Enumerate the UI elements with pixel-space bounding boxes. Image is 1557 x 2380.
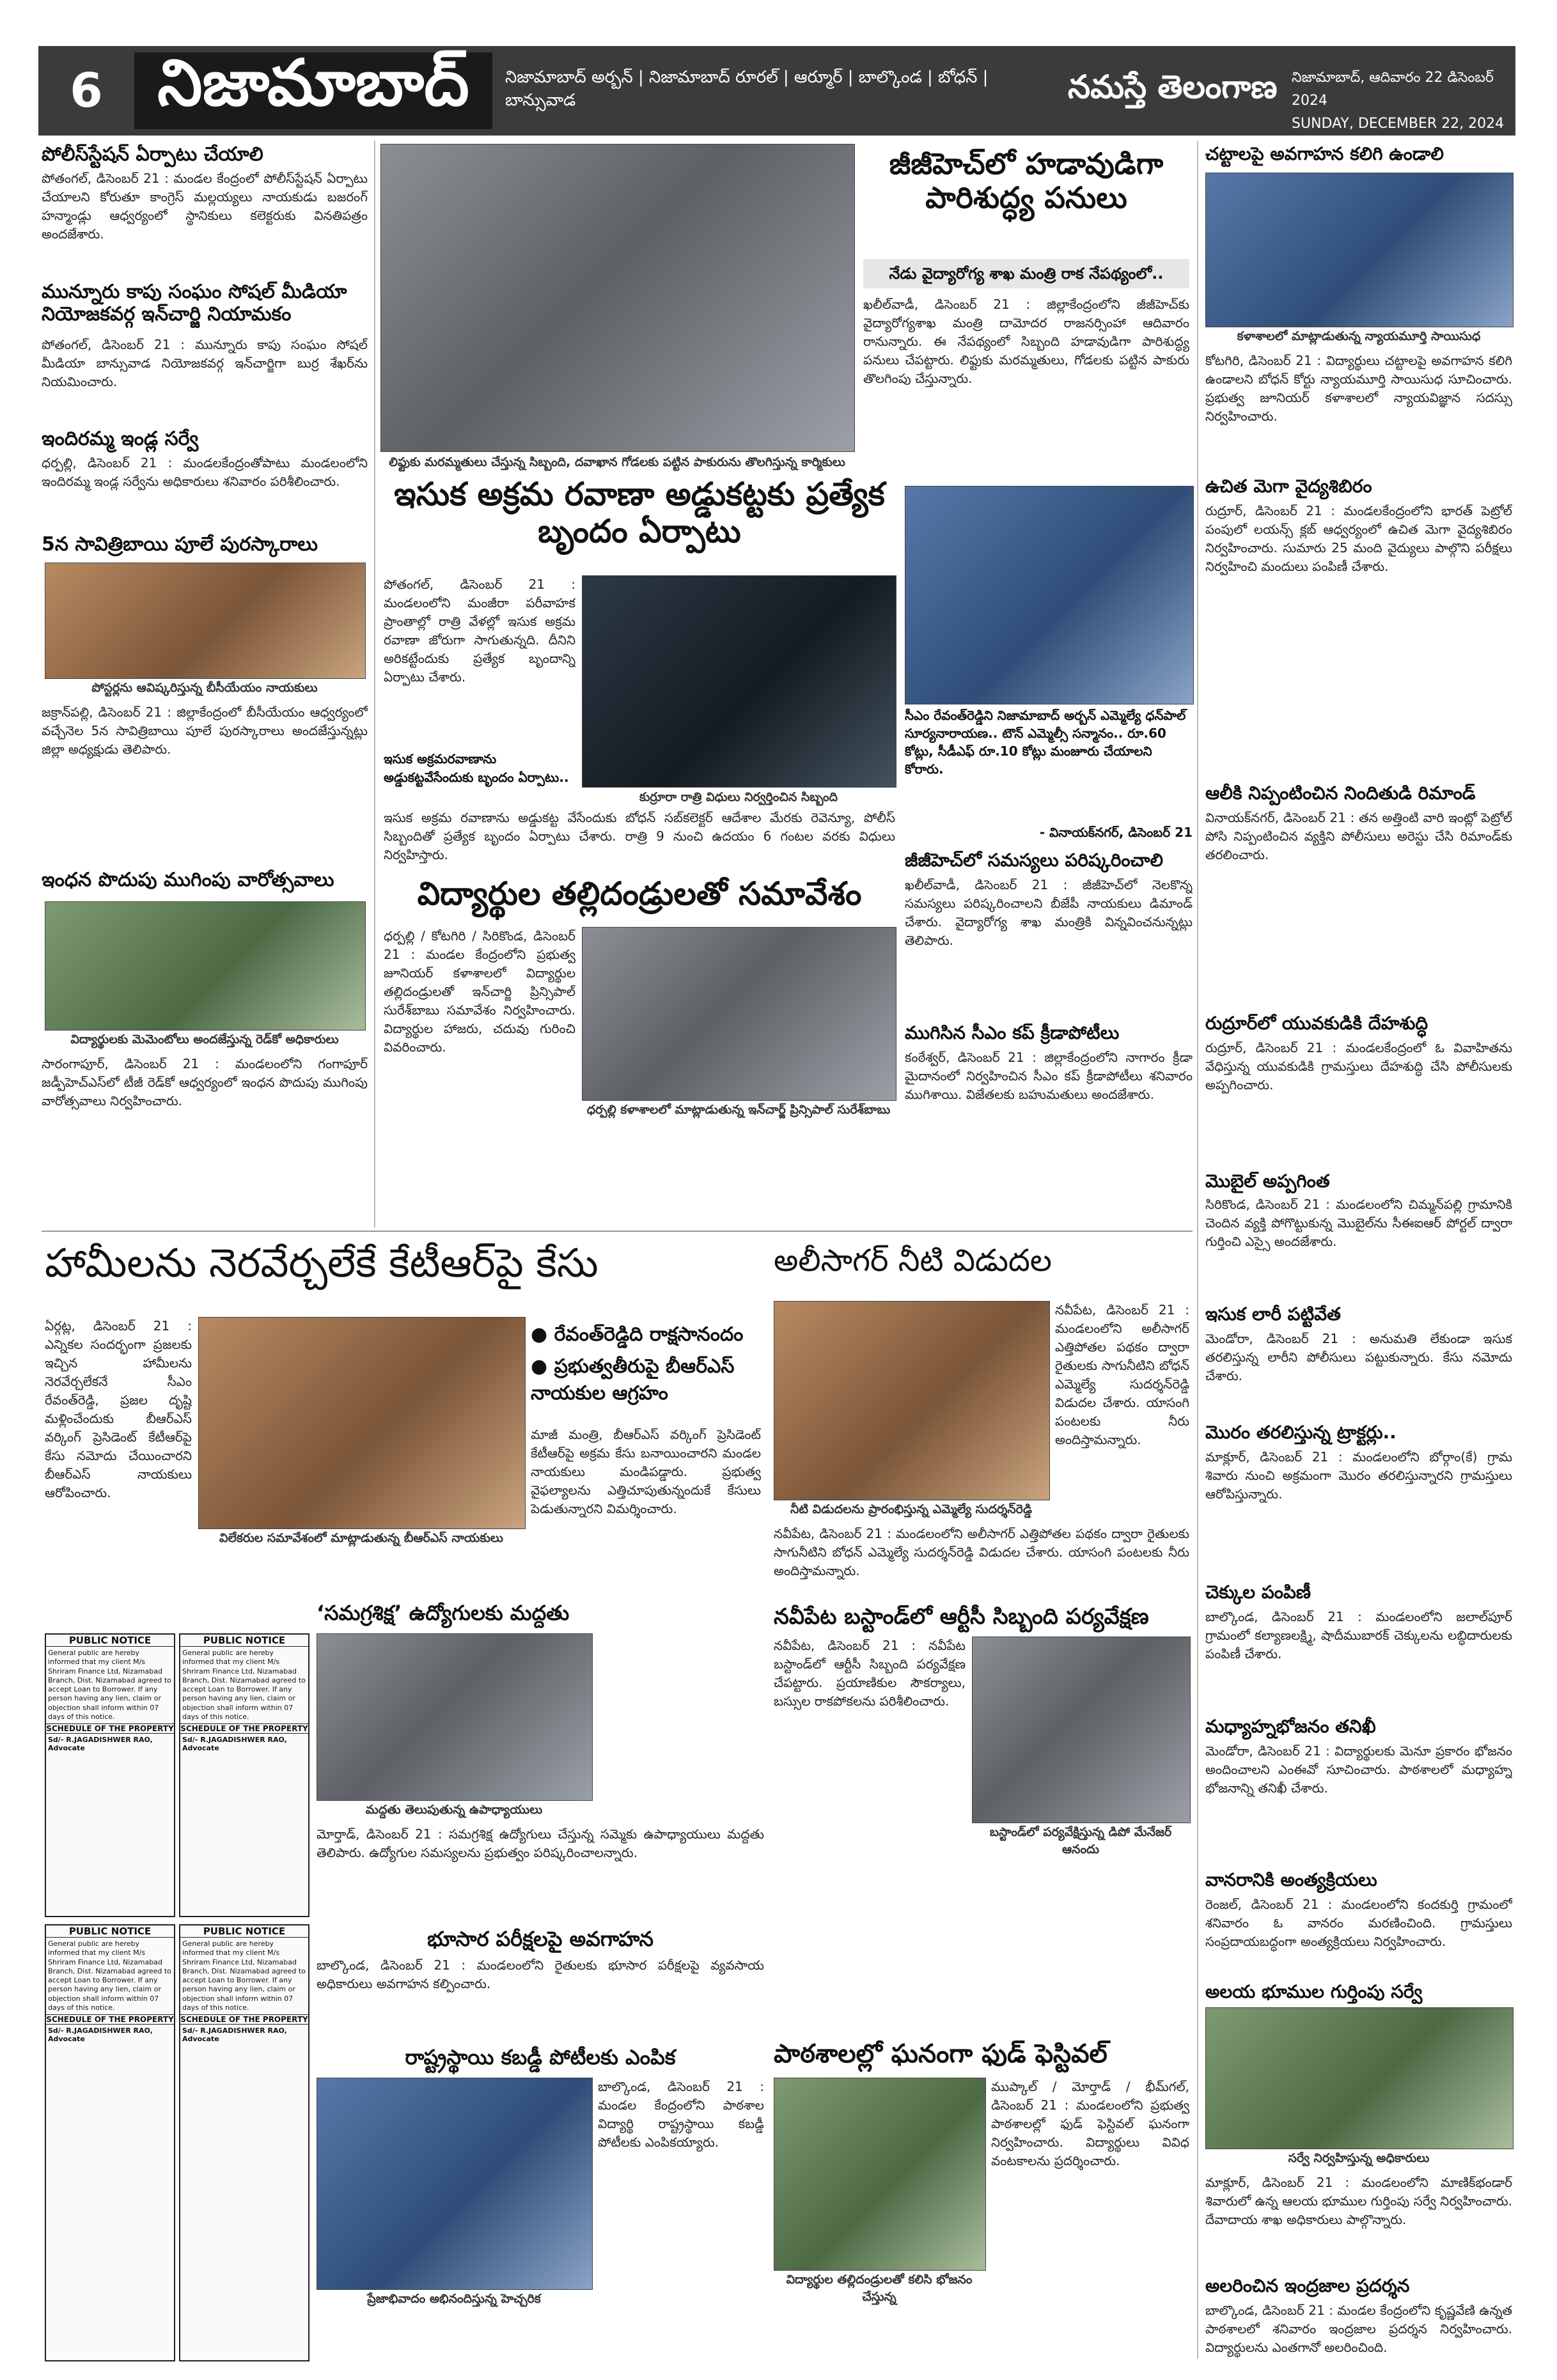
bus-headline: నవీపేట బస్టాండ్‌లో ఆర్టీసీ సిబ్బంది పర్యవేక్షణ <box>774 1604 1149 1629</box>
r2-headline: ఉచిత మెగా వైద్యశిబిరం <box>1205 476 1372 497</box>
r7-body: మాక్లూర్, డిసెంబర్ 21 : మండలంలోని బోర్గాం(కే) గ్రామ శివారు నుంచి అక్రమంగా మొరం తరలిస్తున్నారని గ్రామస్తులు ఆరోపిస్తున్నారు. <box>1205 1449 1512 1502</box>
kabaddi-body: బాల్కొండ, డిసెంబర్ 21 : మండల కేంద్రంలోని పాఠశాల విద్యార్థి రాష్ట్రస్థాయి కబడ్డీ పోటీలకు ఎంపికయ్యారు. <box>598 2079 764 2150</box>
public-notice-4 <box>179 1924 309 2361</box>
alisagar-headline: అలీసాగర్ నీటి విడుదల <box>774 1243 1052 1279</box>
s1-body: పోతంగల్, డిసెంబర్ 21 : మండల కేంద్రంలో పోలీస్‌స్టేషన్ ఏర్పాటు చేయాలని కోరుతూ కాంగ్రెస్ మల్లయ్యలు నాయకుడు బజరంగ్ హన్మాండ్లు ఆధ్వర్యంలో స్థానికులు కలెక్టరుకు వినతిపత్రం అందజేశారు. <box>42 171 368 242</box>
samagra-body: మోర్తాడ్, డిసెంబర్ 21 : సమగ్రశిక్ష ఉద్యోగులు చేస్తున్న సమ్మెకు ఉపాధ్యాయులు మద్దతు తెలిపారు. ఉద్యోగుల సమస్యలను ప్రభుత్వం పరిష్కరించాలన్నారు. <box>317 1826 764 1860</box>
r11-caption: సర్వే నిర్వహిస్తున్న అధికారులు <box>1288 2151 1430 2165</box>
kabaddi-caption: ప్రేజాభివాదం అభినందిస్తున్న హెచ్చరిక <box>367 2292 541 2306</box>
cmcup-headline: ముగిసిన సీఎం కప్ క్రీడాపోటీలు <box>905 1022 1120 1043</box>
ggh-photo <box>380 144 855 452</box>
s1-headline: పోలీస్‌స్టేషన్ ఏర్పాటు చేయాలి <box>42 143 263 166</box>
bhusara-body: బాల్కొండ, డిసెంబర్ 21 : మండలంలోని రైతులకు భూసార పరీక్షలపై వ్యవసాయ అధికారులు అవగాహన కల్పించారు. <box>317 1957 764 1991</box>
sand-body: పోతంగల్, డిసెంబర్ 21 : మండలంలోని మంజీరా పరీవాహక ప్రాంతాల్లో రాత్రి వేళల్లో ఇసుక అక్రమ రవాణా జోరుగా సాగుతున్నది. దీనిని అరికట్టేందుకు ప్రత్యేక బృందాన్ని ఏర్పాటు చేశారు. <box>384 577 575 685</box>
ggh-issues-body: ఖలీల్‌వాడీ, డిసెంబర్ 21 : జీజీహెచ్‌లో నెలకొన్న సమస్యలు పరిష్కరించాలని బీజేపీ నాయకులు డిమాండ్ చేశారు. వైద్యారోగ్య శాఖ మంత్రికి విన్నవించనున్నట్లు తెలిపారు. <box>905 877 1193 948</box>
cm-credit: - వినాయక్‌నగర్, డిసెంబర్ 21 <box>1039 825 1193 840</box>
s5-photo <box>45 901 366 1031</box>
masthead-brand: నమస్తే తెలంగాణ <box>1068 68 1278 105</box>
r5-body: సిరికొండ, డిసెంబర్ 21 : మండలంలోని చిమ్మన్‌పల్లి గ్రామానికి చెందిన వ్యక్తి పోగొట్టుకున్న మొబైల్‌ను సీఈఐఆర్ పోర్టల్ ద్వారా గుర్తించి ఎస్సై అందజేశారు. <box>1205 1197 1512 1249</box>
r12-body: బాల్కొండ, డిసెంబర్ 21 : మండల కేంద్రంలోని కృష్ణవేణి ఉన్నత పాఠశాలలో శనివారం ఇంద్రజాల ప్రదర్శన నిర్వహించారు. విద్యార్థులను ఎంతగానో అలరించింది. <box>1205 2303 1512 2355</box>
r9-headline: మధ్యాహ్నభోజనం తనిఖీ <box>1205 1716 1376 1737</box>
s4-photo <box>45 563 366 679</box>
ggh-issues-headline: జీజీహెచ్‌లో సమస్యలు పరిష్కరించాలి <box>905 850 1164 871</box>
date-telugu: నిజామాబాద్, ఆదివారం 22 డిసెంబర్ 2024 <box>1292 70 1494 109</box>
public-notice-1 <box>45 1633 175 1917</box>
kabaddi-photo <box>317 2078 593 2290</box>
alisagar-photo <box>774 1301 1050 1500</box>
notice-2-heading: PUBLIC NOTICE <box>180 1635 308 1647</box>
notice-3-heading: PUBLIC NOTICE <box>46 1925 174 1938</box>
ggh-lead-headline: జీజీహెచ్‌లో హడావుడిగా పారిశుద్ధ్య పనులు <box>889 146 1164 215</box>
r10-headline: వానరానికి అంత్యక్రియలు <box>1205 1869 1377 1890</box>
parents-body: ధర్పల్లి / కోటగిరి / సిరికొండ, డిసెంబర్ 21 : మండల కేంద్రంలోని ప్రభుత్వ జూనియర్ కళాశాలలో విద్యార్థుల తల్లిదండ్రులతో ఇన్‌చార్జి ప్రిన్సిపాల్ సురేశ్‌బాబు సమావేశం నిర్వహించారు. విద్యార్థుల హాజరు, చదువు గురించి వివరించారు. <box>384 928 575 1055</box>
parents-photo-caption: ధర్పల్లి కళాశాలలో మాట్లాడుతున్న ఇన్‌చార్జ్ ప్రిన్సిపాల్ సురేశ్‌బాబు <box>586 1103 891 1117</box>
sand-photo-caption: కుర్రూరా రాత్రి విధులు నిర్వర్తించిన సిబ్బంది <box>639 790 838 804</box>
page-number: 6 <box>70 63 103 118</box>
ktr-bullet-2: ● ప్రభుత్వతీరుపై బీఆర్‌ఎస్ నాయకుల ఆగ్రహం <box>531 1355 735 1404</box>
s3-headline: ఇందిరమ్మ ఇండ్ల సర్వే <box>42 428 199 450</box>
public-notice-3 <box>45 1924 175 2361</box>
ktr-photo <box>198 1317 526 1529</box>
notice-1-body: General public are hereby informed that my client M/s Shriram Finance Ltd, Nizamabad Branch, Dist. Nizamabad agreed to accept Loan to Borrower. If any person having any lien, claim or objection shall inform within 07 days of this notice. <box>48 1649 171 1722</box>
r7-headline: మొరం తరలిస్తున్న ట్రాక్టర్లు.. <box>1205 1422 1397 1443</box>
notice-2-schedule: SCHEDULE OF THE PROPERTY <box>180 1724 308 1734</box>
s3-body: ధర్పల్లి, డిసెంబర్ 21 : మండలకేంద్రంతోపాటు మండలంలోని ఇందిరమ్మ ఇండ్ల సర్వేను అధికారులు శనివారం పరిశీలించారు. <box>42 455 368 489</box>
s2-headline: మున్నూరు కాపు సంఘం సోషల్ మీడియా నియోజకవర్గ ఇన్‌చార్జి నియామకం <box>42 281 347 325</box>
samagra-headline: ‘సమగ్రశిక్ష’ ఉద్యోగులకు మద్దతు <box>317 1601 570 1625</box>
r3-body: వినాయక్‌నగర్, డిసెంబర్ 21 : తన అత్తింటి వారి ఇంట్లో పెట్రోల్ పోసి నిప్పంటించిన వ్యక్తిని పోలీసులు అరెస్టు చేసి రిమాండ్‌కు తరలించారు. <box>1205 810 1512 862</box>
notice-1-advocate: Sd/- R.JAGADISHWER RAO, Advocate <box>48 1736 153 1753</box>
public-notice-2 <box>179 1633 309 1917</box>
notice-1-heading: PUBLIC NOTICE <box>46 1635 174 1647</box>
r9-body: మెండోరా, డిసెంబర్ 21 : విద్యార్థులకు మెనూ ప్రకారం భోజనం అందించాలని ఎంఈవో సూచించారు. పాఠశాలలో మధ్యాహ్న భోజనాన్ని తనిఖీ చేశారు. <box>1205 1743 1512 1796</box>
alisagar-caption: నీటి విడుదలను ప్రారంభిస్తున్న ఎమ్మెల్యే సుదర్శన్‌రెడ్డి <box>790 1502 1033 1516</box>
r4-headline: రుద్రూర్‌లో యువకుడికి దేహశుద్ధి <box>1205 1013 1428 1034</box>
samagra-photo <box>317 1633 593 1801</box>
notice-4-body: General public are hereby informed that my client M/s Shriram Finance Ltd, Nizamabad Branch, Dist. Nizamabad agreed to accept Loan to Borrower. If any person having any lien, claim or objection shall inform within 07 days of this notice. <box>182 1940 306 2012</box>
notice-3-body: General public are hereby informed that my client M/s Shriram Finance Ltd, Nizamabad Branch, Dist. Nizamabad agreed to accept Loan to Borrower. If any person having any lien, claim or objection shall inform within 07 days of this notice. <box>48 1940 171 2012</box>
s5-headline: ఇంధన పొదుపు ముగింపు వారోత్సవాలు <box>42 869 334 891</box>
notice-4-advocate: Sd/- R.JAGADISHWER RAO, Advocate <box>182 2026 287 2044</box>
food-headline: పాఠశాలల్లో ఘనంగా ఫుడ్ ఫెస్టివల్ <box>774 2039 1107 2069</box>
ggh-lead-body: ఖలీల్‌వాడీ, డిసెంబర్ 21 : జిల్లాకేంద్రంలోని జీజీహెచ్‌కు వైద్యారోగ్యశాఖ మంత్రి దామోదర రాజనర్సింహా ఆదివారం రానున్నారు. ఈ నేపథ్యంలో సిబ్బంది హడావుడిగా పారిశుద్ధ్య పనులు చేపట్టారు. లిఫ్టుకు మరమ్మతులు, గోడలకు పట్టిన పాకురు తొలగింపు చేస్తున్నారు. <box>863 297 1189 386</box>
notice-4-heading: PUBLIC NOTICE <box>180 1925 308 1938</box>
column-divider-right <box>1197 141 1198 2359</box>
samagra-caption: మద్దతు తెలుపుతున్న ఉపాధ్యాయులు <box>365 1803 543 1817</box>
sand-body-2: ఇసుక అక్రమ రవాణాను అడ్డుకట్ట వేసేందుకు బోధన్ సబ్‌కలెక్టర్ ఆదేశాల మేరకు రెవెన్యూ, పోలీస్ సిబ్బందితో ప్రత్యేక బృందం ఏర్పాటు చేశారు. రాత్రి 9 నుంచి ఉదయం 6 గంటల వరకు విధులు నిర్వహిస్తారు. <box>384 810 895 862</box>
r1-body: కోటగిరి, డిసెంబర్ 21 : విద్యార్థులు చట్టాలపై అవగాహన కలిగి ఉండాలని బోధన్ కోర్టు న్యాయమూర్తి సాయిసుధ సూచించారు. ప్రభుత్వ జూనియర్ కళాశాలలో న్యాయవిజ్ఞాన సదస్సు నిర్వహించారు. <box>1205 353 1512 424</box>
kabaddi-headline: రాష్ట్రస్థాయి కబడ్డీ పోటీలకు ఎంపిక <box>405 2045 676 2069</box>
parents-headline: విద్యార్థుల తల్లిదండ్రులతో సమావేశం <box>417 875 862 912</box>
parents-photo <box>582 927 896 1101</box>
masthead-regions: నిజామాబాద్ అర్బన్ | నిజామాబాద్ రూరల్ | ఆర్మూర్ | బాల్కొండ | బోధన్ | బాన్సువాడ <box>505 68 989 110</box>
s5-body: సారంగాపూర్, డిసెంబర్ 21 : మండలంలోని గంగాపూర్ జడ్పీహెచ్‌ఎస్‌లో టీజీ రెడ్‌కో ఆధ్వర్యంలో ఇంధన పొదుపు ముగింపు వారోత్సవాలు నిర్వహించారు. <box>42 1056 368 1108</box>
r11-body: మాక్లూర్, డిసెంబర్ 21 : మండలంలోని మాణిక్‌భండార్ శివారులో ఉన్న ఆలయ భూముల గుర్తింపు సర్వే నిర్వహించారు. దేవాదాయ శాఖ అధికారులు పాల్గొన్నారు. <box>1205 2175 1512 2227</box>
s2-body: పోతంగల్, డిసెంబర్ 21 : మున్నూరు కాపు సంఘం సోషల్ మీడియా బాన్సువాడ నియోజకవర్గ ఇన్‌చార్జిగా బుర్ర శేఖర్‌ను నియమించారు. <box>42 337 368 389</box>
cmcup-body: కంఠేశ్వర్, డిసెంబర్ 21 : జిల్లాకేంద్రంలోని నాగారం క్రీడా మైదానంలో నిర్వహించిన సీఎం కప్ క్రీడాపోటీలు శనివారం ముగిశాయి. విజేతలకు బహుమతులు అందజేశారు. <box>905 1050 1193 1102</box>
r2-body: రుద్రూర్, డిసెంబర్ 21 : మండలకేంద్రంలోని భారత్ పెట్రోల్ పంపులో లయన్స్ క్లబ్ ఆధ్వర్యంలో ఉచిత మెగా వైద్యశిబిరం నిర్వహించారు. సుమారు 25 మంది వైద్యులు పాల్గొని పరీక్షలు నిర్వహించి మందులు పంపిణీ చేశారు. <box>1205 503 1512 574</box>
notice-1-schedule: SCHEDULE OF THE PROPERTY <box>46 1724 174 1734</box>
s4-body: జక్రాన్‌పల్లి, డిసెంబర్ 21 : జిల్లాకేంద్రంలో బీసీయేయం ఆధ్వర్యంలో వచ్చేనెల 5న సావిత్రిబాయి పూలే పురస్కారాలు అందజేస్తున్నట్లు జిల్లా అధ్యక్షుడు తెలిపారు. <box>42 704 368 757</box>
food-caption: విద్యార్థుల తల్లిదండ్రులతో కలిసి భోజనం చేస్తున్న <box>786 2273 973 2304</box>
r12-headline: అలరించిన ఇంద్రజాల ప్రదర్శన <box>1205 2275 1410 2296</box>
masthead-title: నిజామాబాద్ <box>134 52 492 129</box>
ggh-photo-caption: లిఫ్టుకు మరమ్మతులు చేస్తున్న సిబ్బంది, దవాఖాన గోడలకు పట్టిన పాకురును తొలగిస్తున్న కార్మికులు <box>389 455 845 469</box>
ktr-caption: విలేకరుల సమావేశంలో మాట్లాడుతున్న బీఆర్‌ఎస్ నాయకులు <box>219 1531 503 1545</box>
ktr-headline: హామీలను నెరవేర్చలేకే కేటీఆర్‌పై కేసు <box>45 1240 599 1286</box>
r1-caption: కళాశాలలో మాట్లాడుతున్న న్యాయమూర్తి సాయిసుధ <box>1237 329 1481 343</box>
r8-headline: చెక్కుల పంపిణీ <box>1205 1582 1311 1603</box>
notice-3-schedule: SCHEDULE OF THE PROPERTY <box>46 2015 174 2025</box>
column-divider <box>374 141 375 1227</box>
r1-photo <box>1205 173 1514 327</box>
notice-2-advocate: Sd/- R.JAGADISHWER RAO, Advocate <box>182 1736 287 1753</box>
masthead <box>38 46 1515 136</box>
r3-headline: ఆలీకి నిప్పంటించిన నిందితుడి రిమాండ్ <box>1205 782 1476 804</box>
s4-caption: పోస్టర్లను ఆవిష్కరిస్తున్న బీసీయేయం నాయకులు <box>91 681 318 695</box>
alisagar-body-side: నవీపేట, డిసెంబర్ 21 : మండలంలోని అలీసాగర్ ఎత్తిపోతల పథకం ద్వారా రైతులకు సాగునీటిని బోధన్ ఎమ్మెల్యే సుదర్శన్‌రెడ్డి విడుదల చేశారు. యాసంగి పంటలకు నీరు అందిస్తామన్నారు. <box>1055 1302 1189 1447</box>
ktr-bullet-1: ● రేవంత్‌రెడ్డిది రాక్షసానందం <box>531 1323 744 1346</box>
r11-photo <box>1205 2007 1514 2149</box>
r6-headline: ఇసుక లారీ పట్టివేత <box>1205 1303 1341 1325</box>
ggh-lead-subhead: నేడు వైద్యారోగ్య శాఖ మంత్రి రాక నేపథ్యంలో.. <box>863 259 1189 288</box>
ktr-body-2: మాజీ మంత్రి, బీఆర్‌ఎస్ వర్కింగ్ ప్రెసిడెంట్ కేటీఆర్‌పై అక్రమ కేసు బనాయించారని మండల నాయకులు మండిపడ్డారు. ప్రభుత్వ వైఫల్యాలను ఎత్తిచూపుతున్నందుకే కేసులు పెడుతున్నారని విమర్శించారు. <box>531 1427 761 1516</box>
bus-photo <box>972 1637 1191 1823</box>
cm-caption: సీఎం రేవంత్‌రెడ్డిని నిజామాబాద్ అర్బన్ ఎమ్మెల్యే ధన్‌పాల్ సూర్యనారాయణ.. టౌన్ ఎమ్మెల్సీ సన్మానం.. రూ.60 కోట్లు, సీడీఎఫ్ రూ.10 కోట్లు మంజూరు చేయాలని కోరారు. <box>905 708 1186 777</box>
s5-caption: విద్యార్థులకు మెమెంటోలు అందజేస్తున్న రెడ్‌కో అధికారులు <box>70 1032 339 1046</box>
r6-body: మెండోరా, డిసెంబర్ 21 : అనుమతి లేకుండా ఇసుక తరలిస్తున్న లారీని పోలీసులు పట్టుకున్నారు. కేసు నమోదు చేశారు. <box>1205 1331 1512 1383</box>
notice-3-advocate: Sd/- R.JAGADISHWER RAO, Advocate <box>48 2026 153 2044</box>
food-photo <box>774 2078 986 2271</box>
r10-body: రెంజల్, డిసెంబర్ 21 : మండలంలోని కందకుర్తి గ్రామంలో శనివారం ఓ వానరం మరణించింది. గ్రామస్తులు సంప్రదాయబద్ధంగా అంత్యక్రియలు నిర్వహించారు. <box>1205 1897 1512 1949</box>
sand-headline: ఇసుక అక్రమ రవాణా అడ్డుకట్టకు ప్రత్యేక బృందం ఏర్పాటు <box>394 476 885 550</box>
ktr-body: ఏర్గట్ల, డిసెంబర్ 21 : ఎన్నికల సందర్భంగా ప్రజలకు ఇచ్చిన హామీలను నెరవేర్చలేకనే సీఎం రేవంత్‌రెడ్డి, ప్రజల దృష్టి మళ్లించేందుకు బీఆర్‌ఎస్ వర్కింగ్ ప్రెసిడెంట్ కేటీఆర్‌పై కేసు నమోదు చేయించారని బీఆర్‌ఎస్ నాయకులు ఆరోపించారు. <box>45 1318 192 1500</box>
r1-headline: చట్టాలపై అవగాహన కలిగి ఉండాలి <box>1205 143 1444 164</box>
cm-photo <box>905 486 1194 704</box>
ktr-bullets <box>531 1323 761 1414</box>
r4-body: రుద్రూర్, డిసెంబర్ 21 : మండలకేంద్రంలో ఓ వివాహితను వేధిస్తున్న యువకుడికి గ్రామస్తులు దేహశుద్ధి చేసి పోలీసులకు అప్పగించారు. <box>1205 1040 1512 1093</box>
r5-headline: మొబైల్ అప్పగింత <box>1205 1171 1330 1192</box>
date-english: SUNDAY, DECEMBER 22, 2024 <box>1292 116 1505 132</box>
alisagar-body: నవీపేట, డిసెంబర్ 21 : మండలంలోని అలీసాగర్ ఎత్తిపోతల పథకం ద్వారా రైతులకు సాగునీటిని బోధన్ ఎమ్మెల్యే సుదర్శన్‌రెడ్డి విడుదల చేశారు. యాసంగి పంటలకు నీరు అందిస్తామన్నారు. <box>774 1526 1189 1578</box>
notice-4-schedule: SCHEDULE OF THE PROPERTY <box>180 2015 308 2025</box>
bus-body: నవీపేట, డిసెంబర్ 21 : నవీపేట బస్టాండ్‌లో ఆర్టీసీ సిబ్బంది పర్యవేక్షణ చేపట్టారు. ప్రయాణికుల సౌకర్యాలు, బస్సుల రాకపోకలను పరిశీలించారు. <box>774 1638 966 1709</box>
notice-2-body: General public are hereby informed that my client M/s Shriram Finance Ltd, Nizamabad Branch, Dist. Nizamabad agreed to accept Loan to Borrower. If any person having any lien, claim or objection shall inform within 07 days of this notice. <box>182 1649 306 1722</box>
sand-photo <box>582 575 896 788</box>
r11-headline: అలయ భూముల గుర్తింపు సర్వే <box>1205 1981 1423 2002</box>
section-divider <box>42 1231 1193 1232</box>
r8-body: బాల్కొండ, డిసెంబర్ 21 : మండలంలోని జలాల్‌పూర్ గ్రామంలో కల్యాణలక్ష్మి, షాదీముబారక్ చెక్కులను లబ్ధిదారులకు పంపిణీ చేశారు. <box>1205 1609 1512 1661</box>
masthead-date <box>1292 66 1509 136</box>
bus-caption: బస్టాండ్‌లో పర్యవేక్షిస్తున్న డిపో మేనేజర్ ఆనందు <box>989 1825 1172 1856</box>
bhusara-headline: భూసార పరీక్షలపై అవగాహన <box>427 1927 653 1951</box>
sand-subhead: ఇసుక అక్రమరవాణాను అడ్డుకట్టవేసేందుకు బృందం ఏర్పాటు.. <box>384 751 569 785</box>
s4-headline: 5న సావిత్రిబాయి పూలే పురస్కారాలు <box>42 533 318 556</box>
food-body: ముప్కాల్ / మోర్తాడ్ / భీమ్‌గల్, డిసెంబర్ 21 : మండలంలోని ప్రభుత్వ పాఠశాలల్లో ఫుడ్ ఫెస్టివల్ ఘనంగా నిర్వహించారు. విద్యార్థులు వివిధ వంటకాలను ప్రదర్శించారు. <box>991 2079 1189 2168</box>
